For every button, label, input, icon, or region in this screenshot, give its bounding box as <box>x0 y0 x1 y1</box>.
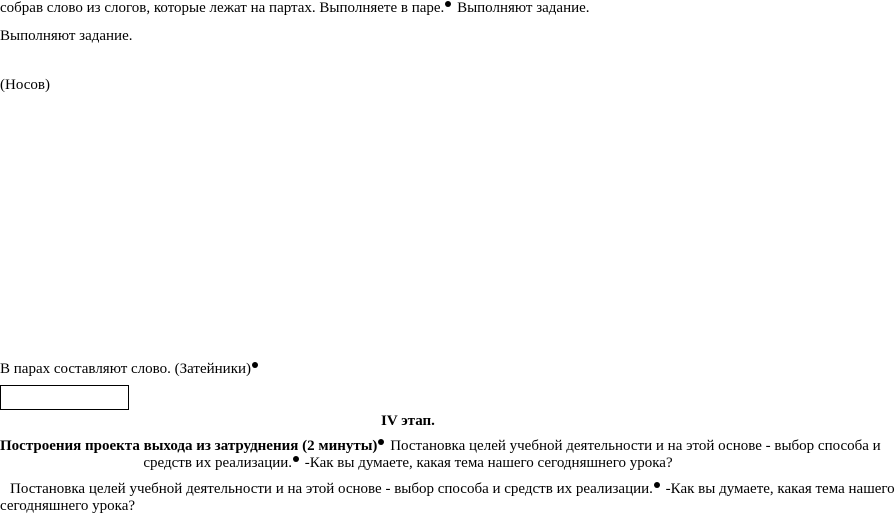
stage-line2-a: средств их реализации. <box>143 455 293 471</box>
bullet-icon <box>252 362 258 368</box>
bullet-icon <box>654 482 660 488</box>
goal-text-a: Постановка целей учебной деятельности и на этой основе - выбор способа и средств их реализации. <box>10 481 653 497</box>
task-result-text: Выполняют задание. <box>453 0 590 16</box>
stage-title <box>0 413 816 430</box>
goal-paragraph-line2: сегодняшнего урока? <box>0 498 136 514</box>
task-instruction-text: собрав слово из слогов, которые лежат на партах. Выполняете в паре. <box>0 0 445 16</box>
goal-paragraph-line1 <box>10 481 895 498</box>
stage-title-text: IV этап. <box>381 413 435 429</box>
paragraph-pair-work <box>0 361 260 378</box>
bullet-icon <box>445 1 451 7</box>
bullet-icon <box>378 439 384 445</box>
empty-frame <box>0 385 129 410</box>
stage-heading-line2 <box>0 455 816 472</box>
pair-work-text: В парах составляют слово. (Затейники) <box>0 361 252 377</box>
stage-heading-rest: Постановка целей учебной деятельности и на этой основе - выбор способа и <box>386 438 881 454</box>
stage-line2-b: -Как вы думаете, какая тема нашего сегодняшнего урока? <box>301 455 673 471</box>
paragraph-task-instruction <box>0 0 590 17</box>
bullet-icon <box>293 456 299 462</box>
stage-heading-bold: Построения проекта выхода из затруднения (2 минуты) <box>0 438 378 454</box>
paragraph-task-done: Выполняют задание. <box>0 28 133 44</box>
stage-heading-line1 <box>0 438 881 455</box>
paragraph-author: (Носов) <box>0 77 50 93</box>
goal-text-b: -Как вы думаете, какая тема нашего <box>661 481 895 497</box>
